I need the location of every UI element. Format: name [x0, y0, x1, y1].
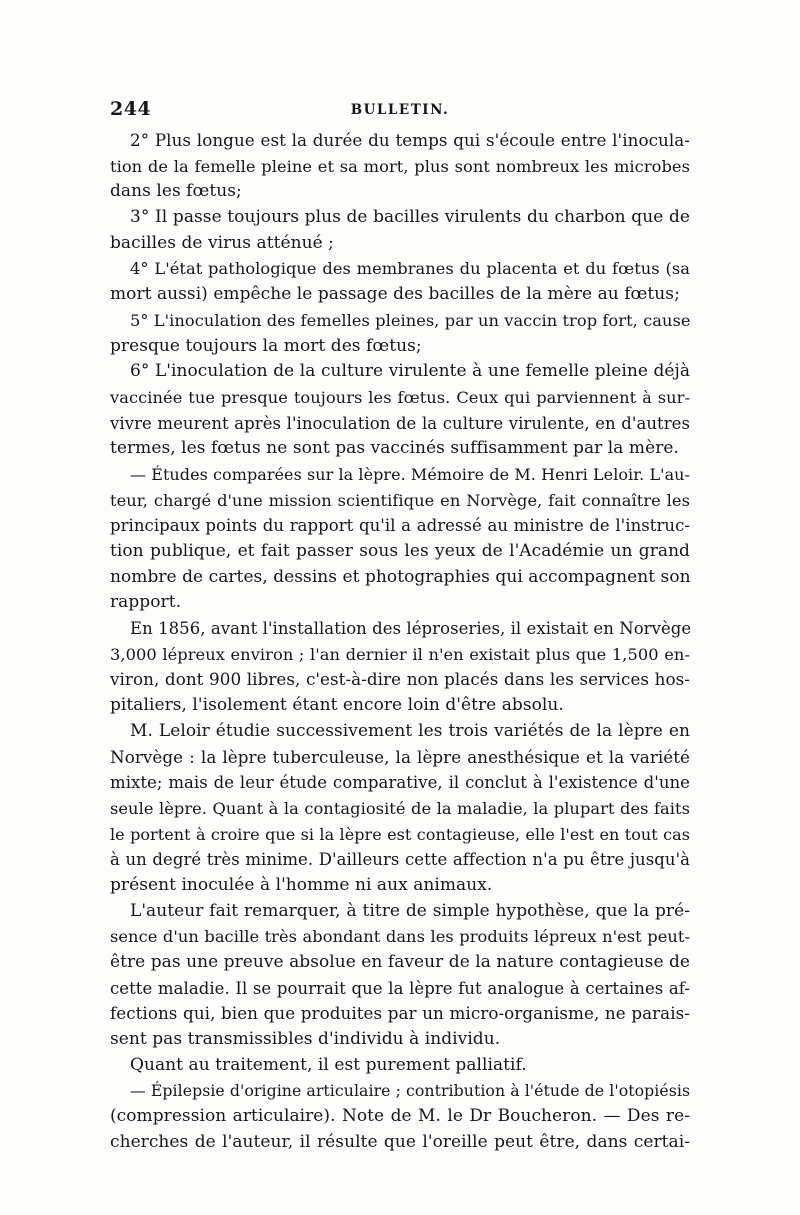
body-text: [110, 128, 690, 1156]
text-line: presque toujours la mort des fœtus;: [110, 335, 422, 356]
text-line: Quant au traitement, il est purement palliatif.: [130, 1054, 527, 1075]
text-line: principaux points du rapport qu'il a adressé au ministre de l'instruc-: [110, 516, 690, 536]
text-line: tion de la femelle pleine et sa mort, plus sont nombreux les microbes: [110, 156, 690, 176]
text-line: 2° Plus longue est la durée du temps qui s'écoule entre l'inocula-: [130, 130, 690, 150]
text-line: pitaliers, l'isolement étant encore loin d'être absolu.: [110, 695, 564, 716]
text-line: — Études comparées sur la lèpre. Mémoire de M. Henri Leloir. L'au-: [130, 464, 690, 484]
text-line: (compression articulaire). Note de M. le Dr Boucheron. — Des re-: [110, 1106, 690, 1127]
text-line: — Épilepsie d'origine articulaire ; contribution à l'étude de l'otopiésis: [130, 1081, 691, 1101]
text-line: 5° L'inoculation des femelles pleines, par un vaccin trop fort, cause: [130, 310, 691, 330]
page-number: 244: [110, 98, 152, 120]
text-line: Norvège : la lèpre tuberculeuse, la lèpre anesthésique et la variété: [110, 746, 690, 767]
text-line: 3,000 lépreux environ ; l'an dernier il n'en existait plus que 1,500 en-: [110, 644, 690, 664]
text-line: seule lèpre. Quant à la contagiosité de la maladie, la plupart des faits: [110, 798, 690, 818]
page-header: [110, 98, 690, 124]
text-line: le portent à croire que si la lèpre est contagieuse, elle l'est en tout cas: [110, 824, 690, 844]
text-line: 6° L'inoculation de la culture virulente à une femelle pleine déjà: [130, 361, 690, 382]
text-line: L'auteur fait remarquer, à titre de simple hypothèse, que la pré-: [130, 900, 690, 921]
text-line: mort aussi) empêche le passage des bacilles de la mère au fœtus;: [110, 284, 680, 305]
text-line: présent inoculée à l'homme ni aux animaux.: [110, 874, 493, 895]
text-line: mixte; mais de leur étude comparative, il conclut à l'existence d'une: [110, 773, 690, 793]
running-head: BULLETIN.: [350, 102, 450, 118]
text-line: vaccinée tue presque toujours les fœtus. Ceux qui parviennent à sur-: [110, 387, 690, 407]
text-line: à un degré très minime. D'ailleurs cette affection n'a pu être jusqu'à: [110, 850, 690, 870]
text-line: termes, les fœtus ne sont pas vaccinés suffisamment par la mère.: [110, 438, 679, 459]
text-line: vivre meurent après l'inoculation de la culture virulente, en d'autres: [110, 413, 690, 433]
text-line: fections qui, bien que produites par un micro-organisme, ne parais-: [110, 1003, 690, 1024]
text-line: cette maladie. Il se pourrait que la lèpre fut analogue à certaines af-: [110, 978, 690, 998]
text-line: être pas une preuve absolue en faveur de la nature contagieuse de: [110, 952, 691, 972]
text-line: sent pas transmissibles d'individu à individu.: [110, 1029, 501, 1050]
text-line: En 1856, avant l'installation des léproseries, il existait en Norvège: [130, 619, 692, 639]
text-line: 4° L'état pathologique des membranes du placenta et du fœtus (sa: [130, 259, 690, 279]
text-line: sence d'un bacille très abondant dans les produits lépreux n'est peut-: [110, 927, 690, 947]
text-line: 3° Il passe toujours plus de bacilles virulents du charbon que de: [130, 207, 690, 228]
text-line: dans les fœtus;: [110, 181, 242, 202]
text-line: nombre de cartes, dessins et photographies qui accompagnent son: [110, 566, 691, 587]
text-line: teur, chargé d'une mission scientifique en Norvège, fait connaître les: [110, 490, 690, 510]
text-line: tion publique, et fait passer sous les yeux de l'Académie un grand: [110, 541, 690, 561]
text-line: viron, dont 900 libres, c'est-à-dire non placés dans les services hos-: [110, 669, 690, 690]
text-line: M. Leloir étudie successivement les trois variétés de la lèpre en: [130, 720, 690, 741]
text-line: rapport.: [110, 592, 182, 613]
text-line: bacilles de virus atténué ;: [110, 232, 334, 253]
text-line: cherches de l'auteur, il résulte que l'oreille peut être, dans certai-: [110, 1131, 690, 1152]
